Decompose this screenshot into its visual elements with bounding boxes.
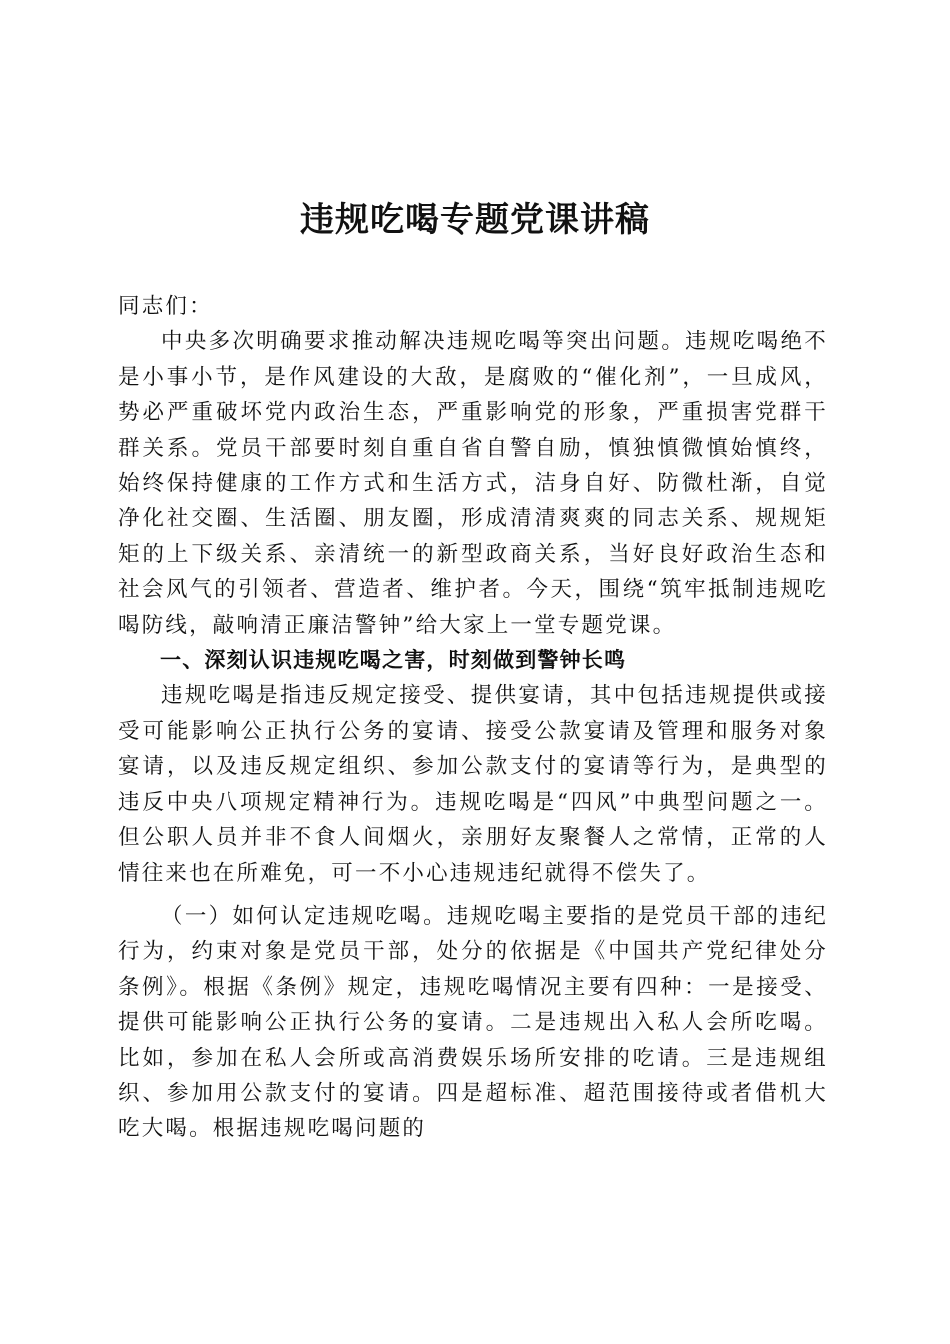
section-heading: 一、深刻认识违规吃喝之害，时刻做到警钟长鸣 — [160, 648, 627, 673]
document-title: 违规吃喝专题党课讲稿 — [300, 200, 650, 240]
section-paragraph-1: 违规吃喝是指违反规定接受、提供宴请，其中包括违规提供或接受可能影响公正执行公务的宴请、接受公款宴请及管理和服务对象宴请，以及违反规定组织、参加公款支付的宴请等行为，是典型的违反中央八项规定精神行为。违规吃喝是“四风”中典型问题之一。但公职人员并非不食人间烟火，亲朋好友聚餐人之常情，正常的人情往来也在所难免，可一不小心违规违纪就得不偿失了。 — [118, 683, 828, 886]
section-paragraph-2: （一）如何认定违规吃喝。违规吃喝主要指的是党员干部的违纪行为，约束对象是党员干部，处分的依据是《中国共产党纪律处分条例》。根据《条例》规定，违规吃喝情况主要有四种：一是接受、提供可能影响公正执行公务的宴请。二是违规出入私人会所吃喝。比如，参加在私人会所或高消费娱乐场所安排的吃请。三是违规组织、参加用公款支付的宴请。四是超标准、超范围接待或者借机大吃大喝。根据违规吃喝问题的 — [118, 903, 828, 1142]
salutation: 同志们： — [118, 294, 213, 319]
document-body — [118, 289, 828, 1147]
intro-paragraph: 中央多次明确要求推动解决违规吃喝等突出问题。违规吃喝绝不是小事小节，是作风建设的大敌，是腐败的“催化剂”，一旦成风，势必严重破坏党内政治生态，严重影响党的形象，严重损害党群干群关系。党员干部要时刻自重自省自警自励，慎独慎微慎始慎终，始终保持健康的工作方式和生活方式，洁身自好、防微杜渐，自觉净化社交圈、生活圈、朋友圈，形成清清爽爽的同志关系、规规矩矩的上下级关系、亲清统一的新型政商关系，当好良好政治生态和社会风气的引领者、营造者、维护者。今天，围绕“筑牢抵制违规吃喝防线，敲响清正廉洁警钟”给大家上一堂专题党课。 — [118, 329, 828, 638]
